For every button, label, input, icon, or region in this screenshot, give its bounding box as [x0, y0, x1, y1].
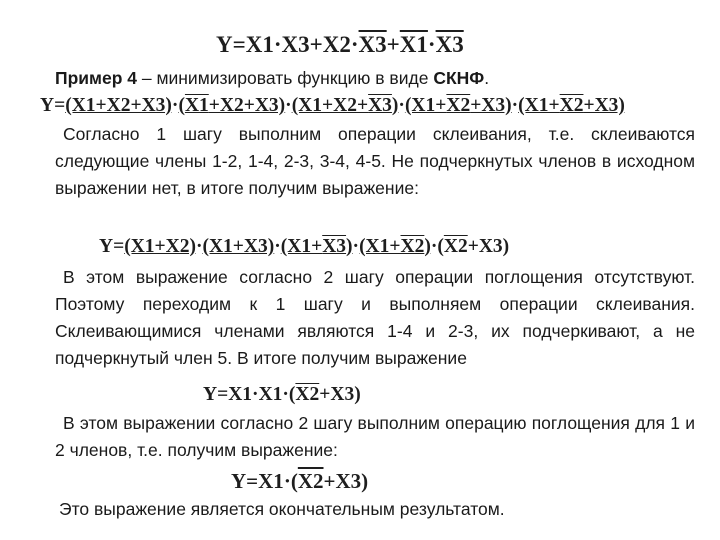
formula-original-function: [216, 32, 464, 58]
formula-term: X1: [258, 469, 284, 493]
formula-term: (X1+: [359, 236, 401, 257]
negated-term: X2: [295, 384, 320, 405]
negated-term: X2: [297, 469, 324, 493]
negated-term: X2: [446, 95, 471, 116]
paren: (: [178, 95, 185, 116]
dot-operator: ·: [274, 236, 281, 257]
maxterm-3: [292, 95, 399, 116]
dot-operator: ·: [285, 95, 292, 116]
formula-term: +X3): [323, 469, 369, 493]
formula-term: (X1+: [280, 236, 323, 257]
formula-after-gluing: [99, 236, 509, 258]
maxterm-5: [518, 95, 625, 116]
dot-operator: ·: [283, 469, 291, 493]
period: .: [484, 68, 490, 88]
formula-term: +X3): [319, 384, 361, 405]
formula-term: (X1+X2+: [291, 95, 369, 116]
paren: (: [290, 469, 298, 493]
formula-term: (X1+: [518, 95, 560, 116]
pair-3: [281, 236, 353, 257]
pair-4: [359, 236, 431, 257]
formula-term: Y=: [40, 95, 66, 116]
paragraph-step-2: В этом выражение согласно 2 шагу операции поглощения отсутствуют. Поэтому переходим к 1 шагу и выполняем операции склеивания. Склеивающимися членами являются 1-4 и 2-3, их подчеркивают, а не подчеркнутый член 5. В итоге получим выражение: [55, 267, 695, 368]
formula-sknf: [40, 95, 625, 117]
plus-operator: +: [309, 32, 323, 57]
negated-term: X2: [443, 236, 468, 257]
formula-term: (X1+: [404, 95, 447, 116]
example-label: Пример 4: [55, 68, 137, 88]
formula-term: +X3): [470, 95, 512, 116]
paren: ): [391, 95, 399, 116]
maxterm-2: [178, 95, 285, 116]
conclusion: Это выражение является окончательным результатом.: [59, 499, 505, 519]
negated-term: X1: [184, 95, 209, 116]
formula-final: [231, 469, 368, 494]
dot-operator: ·: [282, 384, 289, 405]
dot-operator: ·: [350, 32, 359, 57]
formula-term: (X1+X2+X3): [65, 95, 172, 116]
negated-term: X3: [322, 236, 347, 257]
paragraph-step-1: Согласно 1 шагу выполним операции склеивания, т.е. склеиваются следующие члены 1-2, 1-4, 2-3, 3-4, 4-5. Не подчеркнутых членов в исходном выражении нет, в итоге получим выражение:: [55, 124, 695, 198]
formula-term: (X1+X2): [124, 236, 196, 257]
formula-term: Y=: [216, 32, 246, 57]
formula-term: +X3): [583, 95, 625, 116]
dot-operator: ·: [511, 95, 519, 116]
paren: (: [437, 236, 444, 257]
formula-term: X1: [228, 384, 253, 405]
plus-operator: +: [386, 32, 400, 57]
formula-term: Y=: [99, 236, 125, 257]
example-task: – минимизировать функцию в виде: [137, 68, 434, 88]
negated-term: X3: [358, 32, 387, 57]
formula-term: X2: [322, 32, 351, 57]
dot-operator: ·: [273, 32, 282, 57]
dot-operator: ·: [427, 32, 436, 57]
formula-term: +X2+X3): [208, 95, 286, 116]
formula-after-second-gluing: [203, 384, 361, 406]
negated-term: X2: [400, 236, 425, 257]
negated-term: X2: [559, 95, 584, 116]
paragraph-step-3: В этом выражении согласно 2 шагу выполним операцию поглощения для 1 и 2 членов, т.е. получим выражение:: [55, 413, 695, 460]
dot-operator: ·: [430, 236, 438, 257]
formula-term: Y=: [203, 384, 229, 405]
form-name: СКНФ: [433, 68, 485, 88]
dot-operator: ·: [398, 95, 405, 116]
example-heading: [55, 65, 695, 92]
paren: (: [288, 384, 296, 405]
negated-term: X1: [399, 32, 428, 57]
formula-term: X1: [258, 384, 283, 405]
dot-operator: ·: [252, 384, 259, 405]
formula-term: (X1+X3): [202, 236, 275, 257]
dot-operator: ·: [352, 236, 360, 257]
dot-operator: ·: [195, 236, 203, 257]
dot-operator: ·: [171, 95, 179, 116]
paren: ): [424, 236, 431, 257]
formula-term: X3: [281, 32, 310, 57]
formula-term: X1: [245, 32, 274, 57]
negated-term: X3: [368, 95, 392, 116]
paren: ): [346, 236, 353, 257]
negated-term: X3: [435, 32, 464, 57]
maxterm-4: [405, 95, 512, 116]
formula-term: Y=: [231, 469, 259, 493]
formula-term: +X3): [467, 236, 510, 257]
